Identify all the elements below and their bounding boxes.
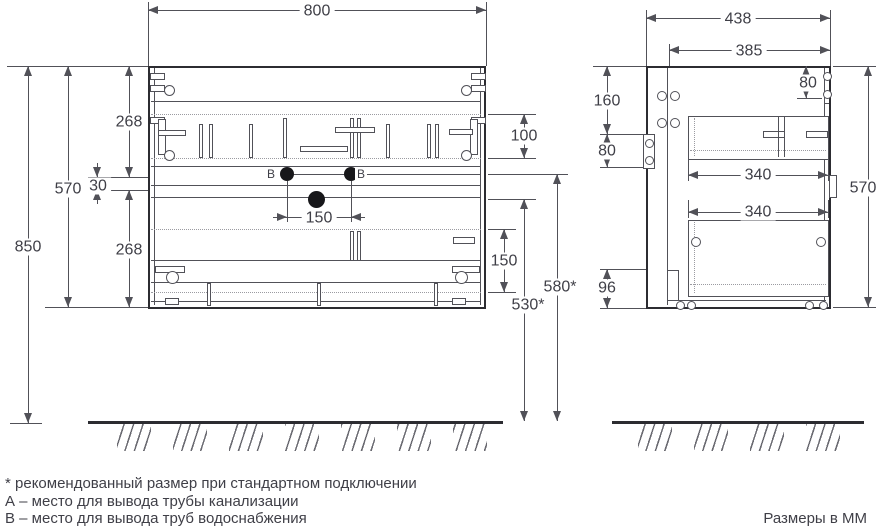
- arrow-icon: [864, 66, 872, 76]
- dim-label-top-inner-height: 100: [507, 128, 542, 145]
- ext-line: [488, 199, 536, 200]
- ext-line: [45, 307, 148, 308]
- ext-line: [593, 66, 646, 67]
- drawer-slide: [470, 119, 478, 155]
- drawer-hardware: [453, 237, 475, 244]
- dim-label-bottom-drawer-height: 268: [112, 242, 147, 259]
- ext-line: [488, 158, 536, 159]
- dim-line-water-height: [557, 174, 558, 421]
- cabinet-dashed-line: [151, 114, 481, 115]
- dim-label-front-cabinet-height: 570: [51, 181, 86, 198]
- drawer-hardware: [209, 124, 213, 158]
- arrow-icon: [500, 282, 508, 292]
- water-outlet-hole-left: [280, 167, 294, 181]
- legend-note-asterisk: * рекомендованный размер при стандартном подключении: [5, 475, 417, 492]
- foot-screw: [805, 301, 814, 310]
- arrow-icon: [520, 411, 528, 421]
- shelf-clip: [471, 73, 486, 80]
- cabinet-line: [151, 101, 481, 102]
- ext-line: [488, 292, 516, 293]
- cabinet-line: [151, 260, 481, 261]
- dim-label-water-outlet-height: 580*: [540, 279, 581, 296]
- cabinet-line: [480, 68, 481, 305]
- hole-label-b-right: B: [356, 167, 366, 181]
- dim-label-side-overall-depth: 438: [721, 11, 756, 28]
- cabinet-line: [151, 282, 481, 283]
- shelf-clip: [471, 85, 486, 92]
- arrow-icon: [603, 269, 611, 279]
- cabinet-dashed-line: [151, 229, 481, 230]
- dim-label-front-overall-height: 850: [11, 239, 46, 256]
- fitting-hole: [461, 85, 472, 96]
- dim-label-front-rail-height: 80: [795, 75, 821, 92]
- top-drawer-box: [688, 116, 829, 160]
- drawer-hardware: [158, 130, 186, 136]
- arrow-icon: [24, 66, 32, 76]
- drawer-hardware: [249, 124, 253, 158]
- drawer-hardware: [386, 124, 390, 158]
- arrow-icon: [820, 14, 830, 22]
- fitting-hole: [164, 85, 175, 96]
- drawer-hardware: [452, 298, 466, 305]
- ext-line: [486, 2, 487, 66]
- drawer-dashed-line: [690, 150, 826, 151]
- arrow-icon: [669, 46, 679, 54]
- arrow-icon: [125, 167, 133, 177]
- arrow-icon: [818, 171, 828, 179]
- ext-line: [797, 98, 822, 99]
- drawer-hardware: [434, 283, 438, 306]
- floor-hatching-front: [95, 424, 497, 451]
- drawer-hardware: [350, 118, 354, 158]
- arrow-icon: [646, 14, 656, 22]
- floor-hatching-side: [616, 424, 862, 451]
- arrow-icon: [688, 171, 698, 179]
- drawer-hardware: [317, 283, 321, 306]
- cabinet-line: [285, 174, 481, 175]
- drawer-hardware: [165, 298, 179, 305]
- dim-label-side-cabinet-height: 570: [846, 180, 881, 197]
- cabinet-line: [151, 185, 481, 186]
- fitting-hole: [823, 72, 832, 81]
- dim-label-front-overall-width: 800: [300, 3, 335, 20]
- ext-line: [830, 10, 831, 66]
- front-view-cabinet-outline: [148, 66, 486, 309]
- shelf-clip: [150, 85, 165, 92]
- drawer-hardware: [806, 131, 828, 138]
- arrow-icon: [24, 413, 32, 423]
- dim-label-top-drawer-height: 268: [112, 114, 147, 131]
- drawer-dashed-line: [690, 284, 826, 285]
- ext-line: [488, 114, 536, 115]
- ext-line: [287, 181, 288, 222]
- arrow-icon: [64, 297, 72, 307]
- drawer-dashed-line: [694, 118, 695, 156]
- foot-screw: [687, 301, 696, 310]
- drawer-hardware: [435, 124, 439, 158]
- cabinet-dashed-line: [151, 292, 481, 293]
- drawer-hardware: [427, 124, 431, 158]
- bracket-hole: [645, 139, 654, 148]
- arrow-icon: [351, 213, 361, 221]
- fitting-hole: [816, 237, 826, 247]
- cabinet-line: [824, 103, 829, 104]
- arrow-icon: [64, 66, 72, 76]
- fitting-hole: [461, 150, 472, 161]
- dim-label-side-carcass-depth: 385: [732, 43, 767, 60]
- ext-line: [600, 167, 643, 168]
- drawer-hardware: [449, 129, 473, 135]
- arrow-icon: [125, 66, 133, 76]
- arrow-icon: [500, 229, 508, 239]
- drawer-hardware: [283, 118, 287, 158]
- dim-label-drawer-gap: 30: [85, 178, 111, 195]
- dim-label-bottom-clearance: 96: [594, 280, 620, 297]
- shelf-clip: [150, 73, 165, 80]
- drawer-hardware: [357, 118, 361, 158]
- cabinet-line: [151, 166, 481, 167]
- ext-line: [833, 307, 876, 308]
- mounting-hole: [657, 118, 667, 128]
- dim-label-inner-depth-top: 340: [741, 167, 776, 184]
- dim-label-bottom-inner-height: 150: [487, 253, 522, 270]
- arrow-icon: [603, 66, 611, 76]
- drawer-front-edge: [829, 175, 837, 198]
- arrow-icon: [125, 190, 133, 200]
- fitting-hole: [455, 271, 468, 284]
- drawer-hardware: [357, 231, 361, 261]
- fitting-hole: [691, 237, 701, 247]
- drawer-hardware: [199, 124, 203, 158]
- drain-outlet-hole: [308, 191, 325, 208]
- arrow-icon: [553, 411, 561, 421]
- mounting-hole: [670, 118, 680, 128]
- dim-label-rear-top-offset: 160: [590, 93, 625, 110]
- fitting-hole: [823, 90, 832, 99]
- fitting-hole: [166, 271, 179, 284]
- drawer-hardware: [335, 127, 375, 133]
- arrow-icon: [277, 213, 287, 221]
- hole-label-b-left: B: [266, 167, 276, 181]
- arrow-icon: [603, 298, 611, 308]
- mounting-hole: [657, 91, 667, 101]
- arrow-icon: [476, 6, 486, 14]
- dim-label-drain-outlet-height: 530*: [508, 297, 549, 314]
- ext-line: [600, 308, 646, 309]
- units-note: Размеры в ММ: [763, 510, 867, 527]
- ext-line: [828, 200, 829, 218]
- arrow-icon: [520, 114, 528, 124]
- dim-label-inner-depth-bottom: 340: [741, 204, 776, 221]
- arrow-icon: [818, 208, 828, 216]
- fitting-hole: [164, 150, 175, 161]
- dim-label-holes-spacing: 150: [302, 210, 337, 227]
- cabinet-dashed-line: [151, 158, 481, 159]
- mounting-hole: [670, 91, 680, 101]
- drawer-slide: [158, 119, 166, 155]
- drawer-hardware: [300, 146, 348, 152]
- bottom-drawer-box: [688, 220, 829, 297]
- drawer-hardware: [784, 117, 785, 157]
- arrow-icon: [688, 208, 698, 216]
- arrow-icon: [148, 6, 158, 14]
- drawer-hardware: [350, 231, 354, 261]
- rear-bottom-bracket: [667, 270, 679, 301]
- drawer-hardware: [207, 283, 211, 306]
- bracket-hole: [645, 156, 654, 165]
- foot-screw: [819, 301, 828, 310]
- foot-screw: [676, 301, 685, 310]
- arrow-icon: [603, 124, 611, 134]
- arrow-icon: [520, 148, 528, 158]
- legend-note-a: А – место для вывода трубы канализации: [5, 493, 299, 510]
- drawer-hardware: [763, 131, 785, 138]
- cabinet-line: [151, 301, 481, 302]
- arrow-icon: [820, 46, 830, 54]
- ext-line: [828, 160, 829, 181]
- drawer-hardware: [778, 117, 779, 157]
- drawer-dashed-line: [694, 222, 695, 293]
- arrow-icon: [553, 174, 561, 184]
- legend-note-b: В – место для вывода труб водоснабжения: [5, 510, 307, 527]
- arrow-icon: [125, 297, 133, 307]
- dim-label-bracket-height: 80: [594, 143, 620, 160]
- ext-line: [10, 423, 42, 424]
- arrow-icon: [864, 297, 872, 307]
- arrow-icon: [93, 167, 101, 177]
- arrow-icon: [520, 199, 528, 209]
